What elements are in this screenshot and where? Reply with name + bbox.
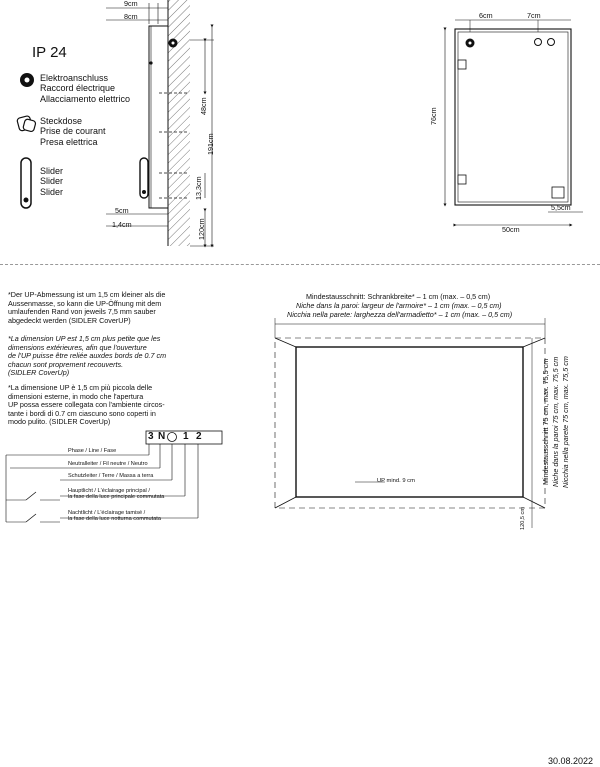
- wire-label-night-light: Nachtlicht / L'éclairage tamisé / la fase della luce notturna commutata: [68, 510, 161, 523]
- wire-label-main-light: Hauptlicht / L'éclairage principal / la fase della luce principale commutata: [68, 488, 165, 501]
- front-view: [445, 20, 583, 225]
- ip-rating: IP 24: [32, 44, 67, 61]
- front-socket-box: [552, 187, 564, 198]
- niche-top-fr: Niche dans la paroi: largeur de l'armoire* – 1 cm (max. – 0,5 cm): [296, 301, 502, 310]
- niche-bottom-dim: 120,5 cm: [520, 506, 526, 530]
- niche-side-de: Mindestausschnitt 75 cm, max. 75,5 cm: [541, 358, 550, 485]
- legend-slider-text: Slider Slider Slider: [40, 166, 64, 197]
- legend-electrical-text: Elektroanschluss Raccord électrique Allacciamento elettrico: [40, 73, 131, 104]
- dim-8cm: 8cm: [124, 12, 138, 21]
- legend-icons: [17, 73, 36, 208]
- cabinet-front-body: [455, 29, 571, 205]
- footer-date: 30.08.2022: [548, 756, 594, 766]
- wire-label-phase: Phase / Line / Fase: [68, 448, 117, 454]
- dim-76cm: 76cm: [429, 107, 438, 125]
- niche-top-it: Nicchia nella parete: larghezza dell'armadietto* – 1 cm (max. – 0,5 cm): [287, 310, 513, 319]
- terminal-n: N: [158, 431, 166, 442]
- dim-6cm: 6cm: [479, 11, 493, 20]
- dim-120cm: 120cm: [197, 218, 206, 240]
- terminal-2: 2: [196, 431, 202, 442]
- up-depth-label: UP mind. 9 cm: [377, 478, 415, 484]
- note-it: *La dimensione UP è 1,5 cm più piccola delle dimensioni esterne, in modo che l'apertura UP possa essere collegata con l'ambiente circos- tante i bordi di 0.7 cm ciascuno sono coperti in modo pulito. (SIDLER CoverUp): [8, 383, 165, 427]
- dim-50cm: 50cm: [502, 225, 520, 234]
- wire-label-earth: Schutzleiter / Terre / Massa a terra: [68, 473, 154, 479]
- wire-label-neutral: Neutralleiter / Fil neutre / Neutro: [68, 461, 148, 467]
- niche-side-it: Nicchia nella parete 75 cm, max. 75,5 cm: [561, 356, 570, 488]
- dim-1-4cm: 1,4cm: [112, 220, 132, 229]
- section-divider: [0, 264, 600, 265]
- terminal-1: 1: [183, 431, 189, 442]
- dim-191cm: 191cm: [206, 133, 215, 155]
- dim-13-3cm: 13,3cm: [194, 176, 203, 200]
- niche-drawing: [275, 318, 545, 528]
- niche-top-de: Mindestausschnitt: Schrankbreite* – 1 cm (max. – 0,5 cm): [306, 292, 491, 301]
- dim-48cm: 48cm: [199, 97, 208, 115]
- legend-socket-text: Steckdose Prise de courant Presa elettrica: [40, 116, 106, 147]
- dim-5cm: 5cm: [115, 206, 129, 215]
- dim-5-5cm: 5,5cm: [551, 203, 571, 212]
- note-fr: *La dimension UP est 1,5 cm plus petite que les dimensions extérieures, afin que l'ouverture de l'UP puisse être reliée auxdes bords de 0.7 cm chacun sont proprement recouverts. (SIDLER CoverUp): [8, 334, 167, 378]
- dim-9cm: 9cm: [124, 0, 138, 8]
- cabinet-side-body: [149, 26, 168, 208]
- niche-side-fr: Niche dans la paroi 75 cm, max. 75,5 cm: [551, 356, 560, 487]
- wall-hatch: [168, 0, 190, 246]
- note-de: *Der UP-Abmessung ist um 1,5 cm kleiner als die Aussenmasse, so kann die UP-Öffnung mit dem umlaufenden Rand von jeweils 7,5 mm sauber abgedeckt werden (SIDLER CoverUP): [8, 290, 166, 325]
- terminal-3: 3: [148, 431, 154, 442]
- dim-7cm: 7cm: [527, 11, 541, 20]
